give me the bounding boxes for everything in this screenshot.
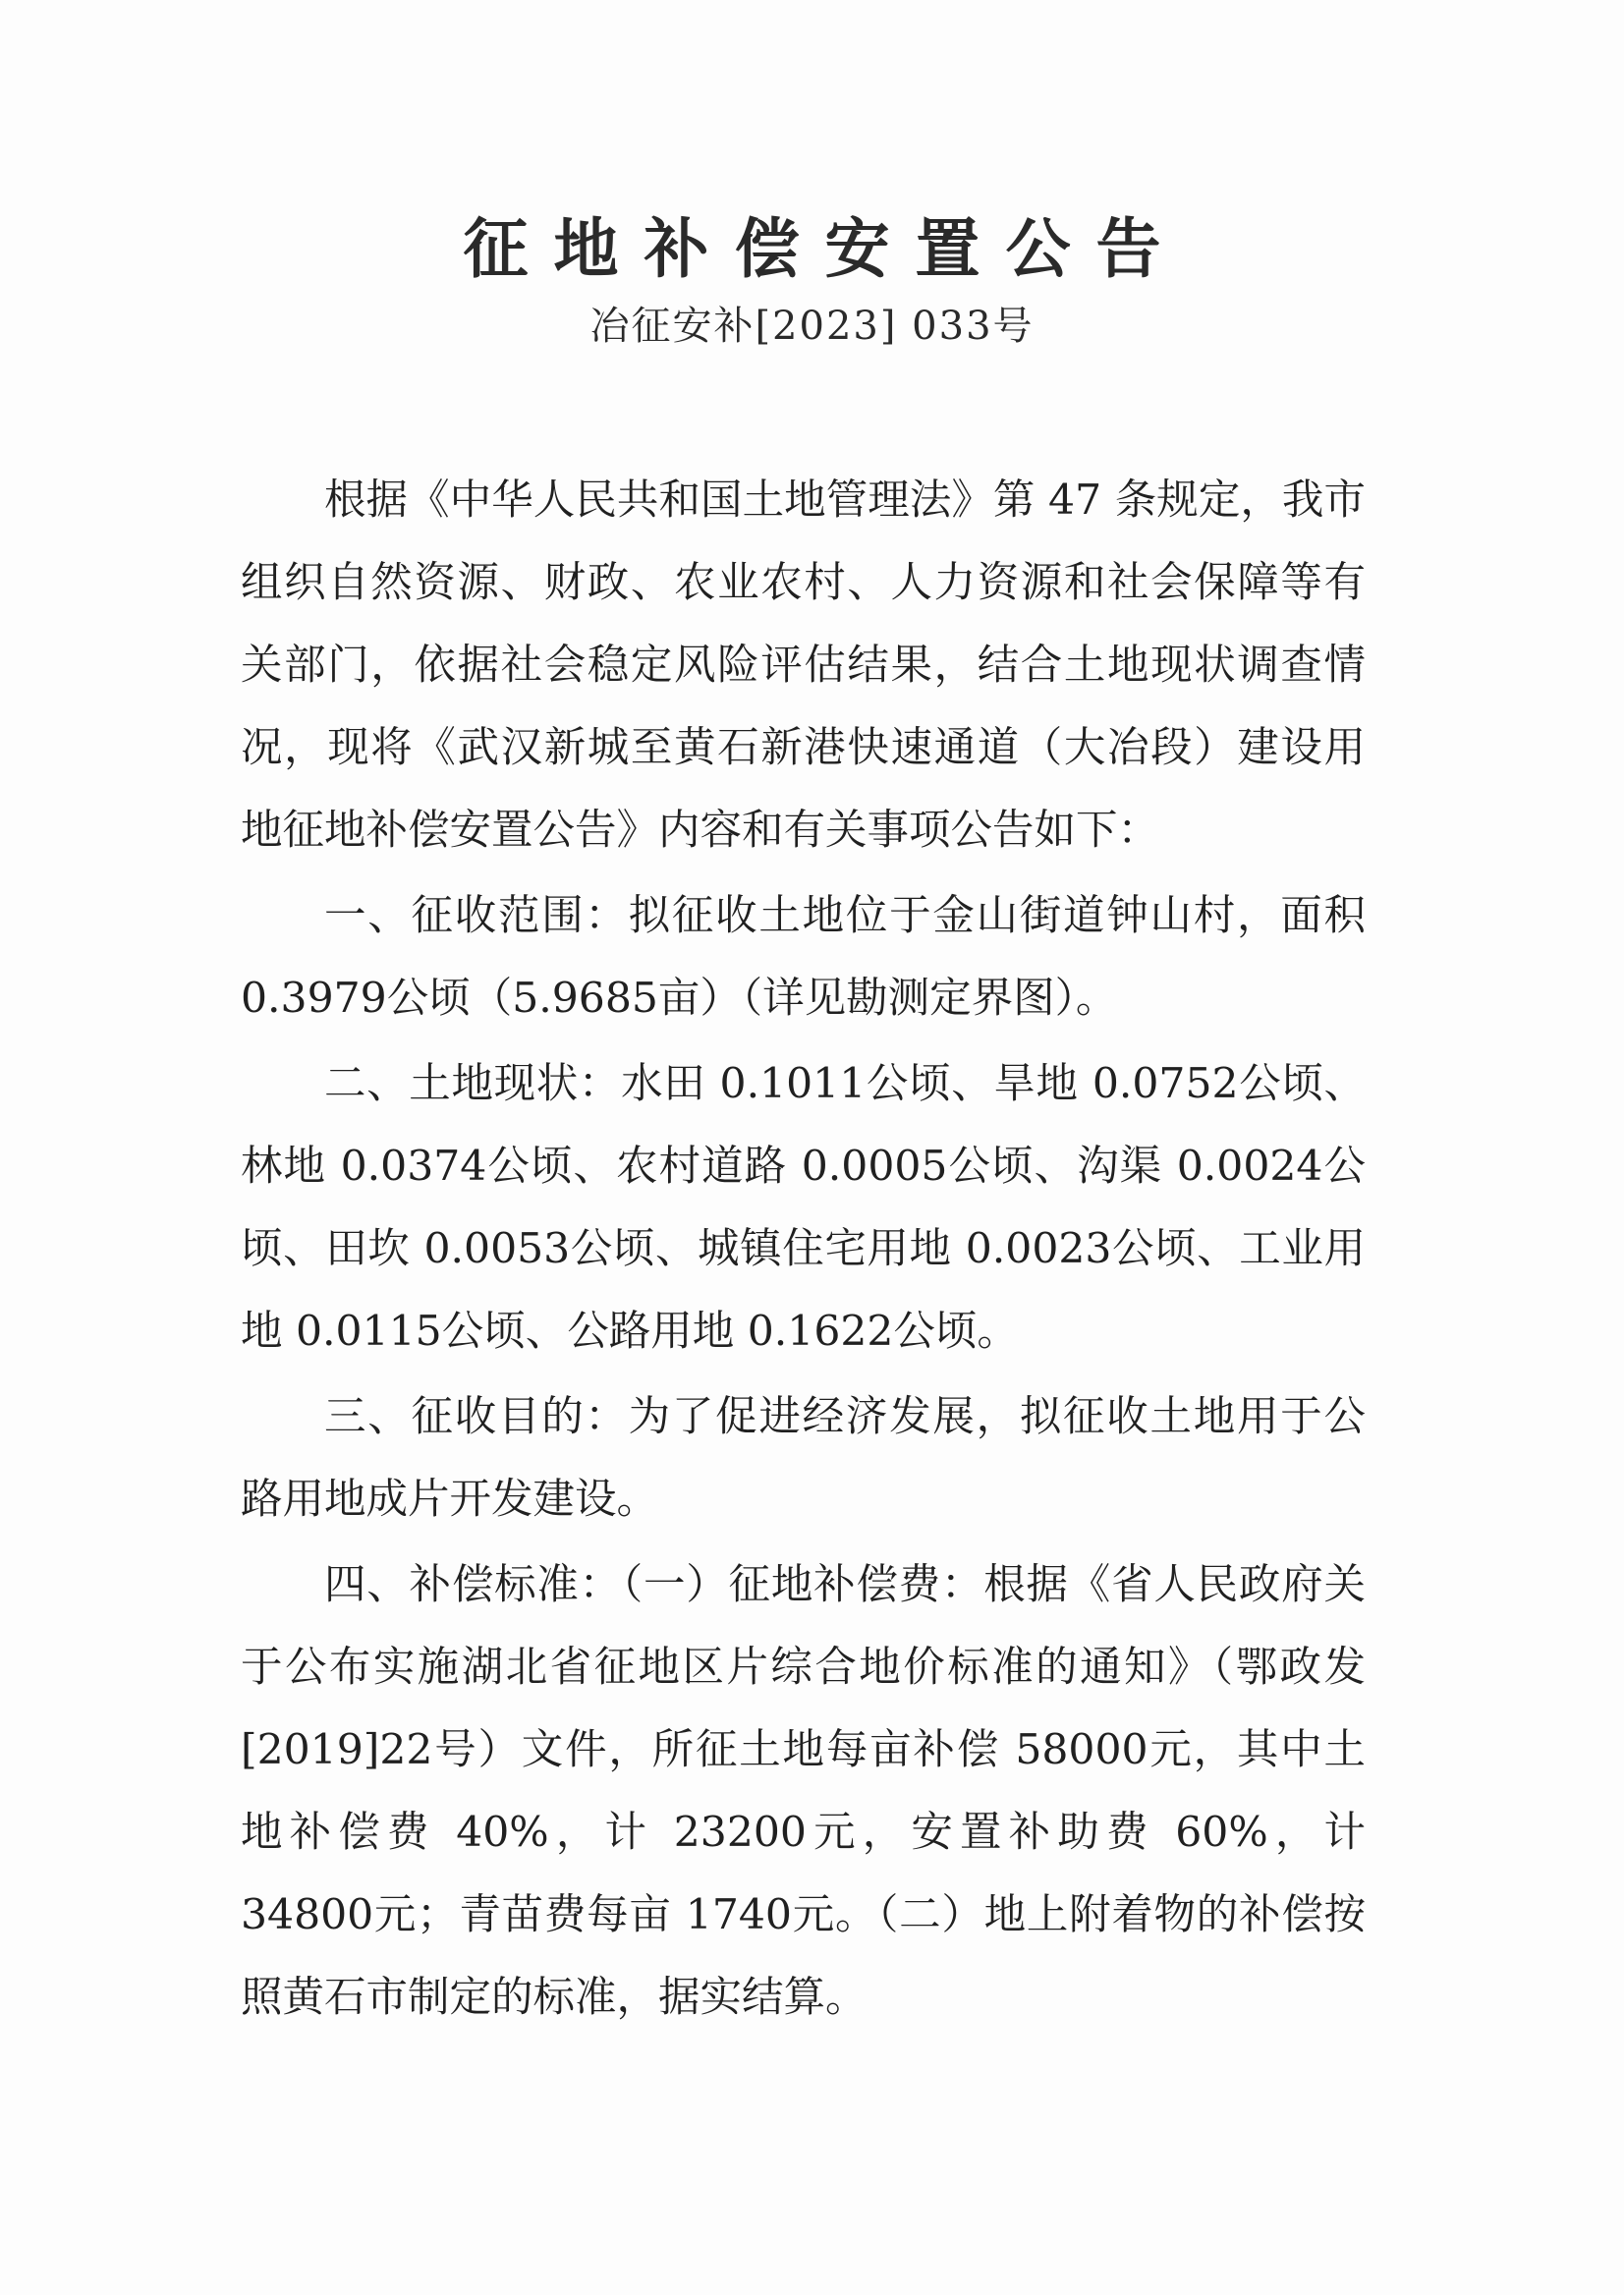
document-number: 冶征安补[2023] 033号 bbox=[589, 304, 1035, 349]
document-body bbox=[241, 460, 1366, 2043]
paragraph-intro: 根据《中华人民共和国土地管理法》第 47 条规定，我市组织自然资源、财政、农业农村、人力资源和社会保障等有关部门，依据社会稳定风险评估结果，结合土地现状调查情况，现将《武汉新城至黄石新港快速通道（大冶段）建设用地征地补偿安置公告》内容和有关事项公告如下： bbox=[241, 476, 1366, 855]
paragraph-compensation: 四、补偿标准：（一）征地补偿费：根据《省人民政府关于公布实施湖北省征地区片综合地价标准的通知》（鄂政发[2019]22号）文件，所征土地每亩补偿 58000元，其中土地补偿费 40%，计 23200元，安置补助费 60%，计 34800元；青苗费每亩 1740元。（二）地上附着物的补偿按照黄石市制定的标准，据实结算。 bbox=[241, 1561, 1366, 2022]
paragraph-purpose: 三、征收目的：为了促进经济发展，拟征收土地用于公路用地成片开发建设。 bbox=[241, 1393, 1366, 1524]
paragraph-land-status: 二、土地现状：水田 0.1011公顷、旱地 0.0752公顷、林地 0.0374公顷、农村道路 0.0005公顷、沟渠 0.0024公顷、田坎 0.0053公顷、城镇住宅用地 0.0023公顷、工业用地 0.0115公顷、公路用地 0.1622公顷。 bbox=[241, 1060, 1366, 1356]
paragraph-scope: 一、征收范围：拟征收土地位于金山街道钟山村，面积0.3979公顷（5.9685亩）（详见勘测定界图）。 bbox=[241, 892, 1366, 1023]
document-title: 征地补偿安置公告 bbox=[463, 210, 1187, 287]
